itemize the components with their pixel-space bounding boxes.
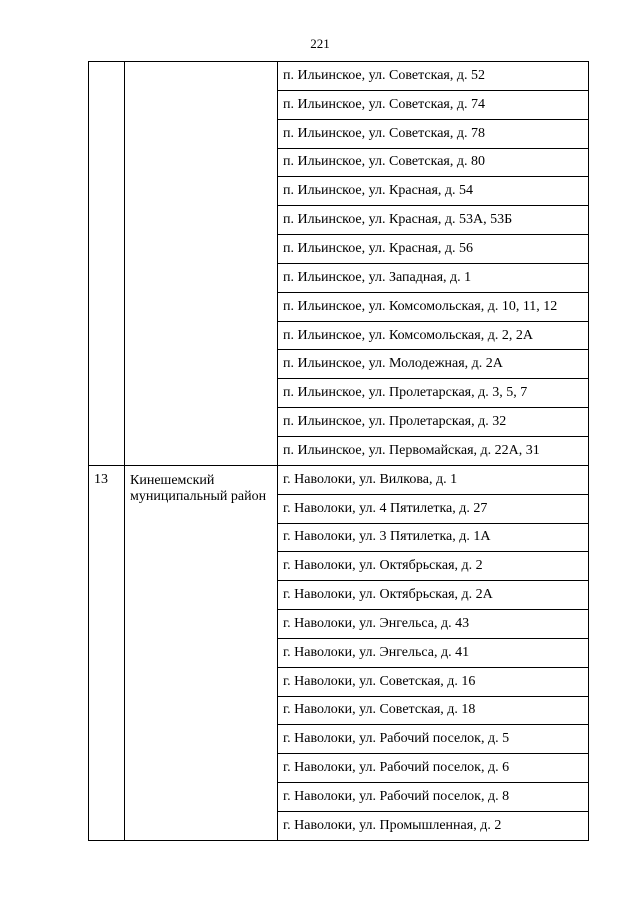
address-cell: п. Ильинское, ул. Красная, д. 54 — [278, 177, 589, 206]
section-number: 13 — [89, 465, 125, 840]
address-cell: п. Ильинское, ул. Молодежная, д. 2А — [278, 350, 589, 379]
address-cell: п. Ильинское, ул. Пролетарская, д. 3, 5, 7 — [278, 379, 589, 408]
table-row — [89, 62, 589, 91]
address-cell: п. Ильинское, ул. Комсомольская, д. 2, 2А — [278, 321, 589, 350]
address-cell: г. Наволоки, ул. 3 Пятилетка, д. 1А — [278, 523, 589, 552]
address-cell: г. Наволоки, ул. Энгельса, д. 41 — [278, 638, 589, 667]
address-cell: п. Ильинское, ул. Западная, д. 1 — [278, 263, 589, 292]
address-cell: г. Наволоки, ул. Промышленная, д. 2 — [278, 811, 589, 840]
address-cell: п. Ильинское, ул. Советская, д. 78 — [278, 119, 589, 148]
address-cell: п. Ильинское, ул. Советская, д. 80 — [278, 148, 589, 177]
address-cell: п. Ильинское, ул. Пролетарская, д. 32 — [278, 408, 589, 437]
address-cell: г. Наволоки, ул. Октябрьская, д. 2А — [278, 581, 589, 610]
address-cell: г. Наволоки, ул. Советская, д. 16 — [278, 667, 589, 696]
address-cell: г. Наволоки, ул. Рабочий поселок, д. 5 — [278, 725, 589, 754]
address-cell: г. Наволоки, ул. Октябрьская, д. 2 — [278, 552, 589, 581]
address-cell: г. Наволоки, ул. Энгельса, д. 43 — [278, 610, 589, 639]
district-name: Кинешемский муниципальный район — [125, 465, 278, 840]
address-cell: г. Наволоки, ул. 4 Пятилетка, д. 27 — [278, 494, 589, 523]
address-cell: п. Ильинское, ул. Советская, д. 52 — [278, 62, 589, 91]
address-cell: г. Наволоки, ул. Рабочий поселок, д. 8 — [278, 783, 589, 812]
section-number — [89, 62, 125, 466]
address-table — [88, 61, 589, 841]
address-cell: п. Ильинское, ул. Первомайская, д. 22А, 31 — [278, 436, 589, 465]
address-cell: г. Наволоки, ул. Вилкова, д. 1 — [278, 465, 589, 494]
address-cell: п. Ильинское, ул. Красная, д. 53А, 53Б — [278, 206, 589, 235]
address-cell: п. Ильинское, ул. Комсомольская, д. 10, 11, 12 — [278, 292, 589, 321]
address-cell: п. Ильинское, ул. Советская, д. 74 — [278, 90, 589, 119]
page-number: 221 — [310, 36, 330, 51]
address-cell: г. Наволоки, ул. Советская, д. 18 — [278, 696, 589, 725]
address-cell: г. Наволоки, ул. Рабочий поселок, д. 6 — [278, 754, 589, 783]
address-cell: п. Ильинское, ул. Красная, д. 56 — [278, 235, 589, 264]
table-row — [89, 465, 589, 494]
district-name — [125, 62, 278, 466]
